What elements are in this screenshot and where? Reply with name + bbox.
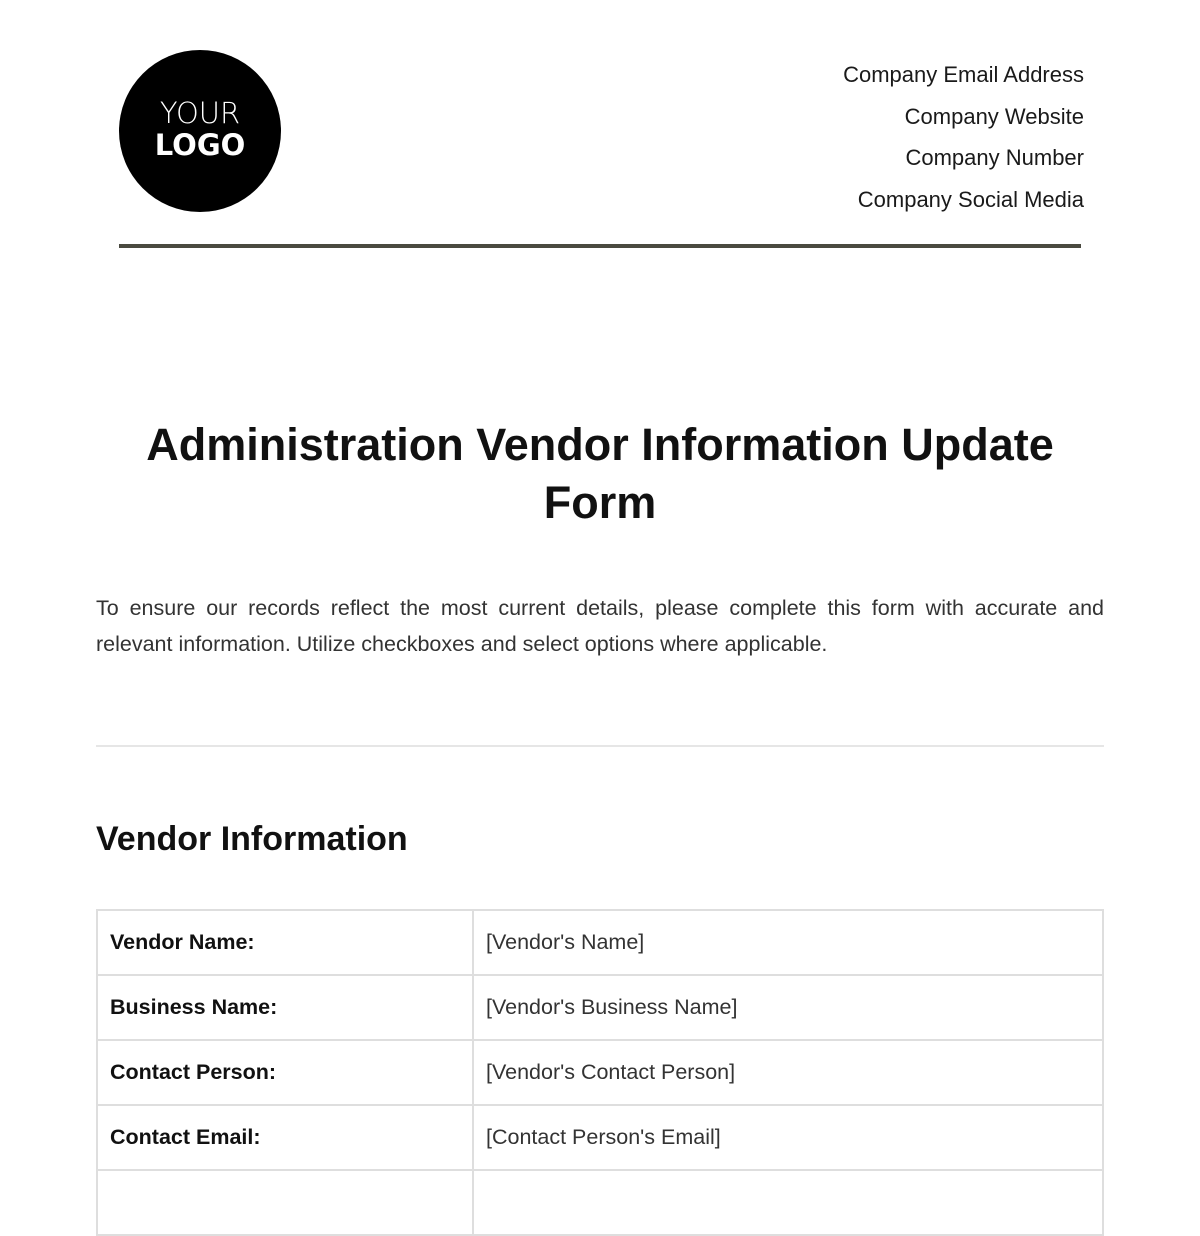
table-row [97, 1040, 1103, 1105]
table-row [97, 910, 1103, 975]
field-label [97, 1170, 473, 1235]
company-website: Company Website [904, 103, 1084, 129]
table-row [97, 975, 1103, 1040]
intro-paragraph: To ensure our records reflect the most current details, please complete this form with accurate and relevant information. Utilize checkboxes and select options where applicable. [96, 596, 1104, 656]
header-divider [119, 244, 1081, 248]
logo-text-bottom: LOGO [154, 128, 246, 162]
logo-text-top: YOUR [159, 96, 241, 130]
table-row [97, 1105, 1103, 1170]
table-row [97, 1170, 1103, 1235]
field-label: Contact Email: [97, 1105, 473, 1170]
business-name-field[interactable]: [Vendor's Business Name] [473, 975, 1103, 1040]
section-title-vendor-information: Vendor Information [96, 820, 408, 858]
field-label: Contact Person: [97, 1040, 473, 1105]
vendor-information-table [96, 909, 1104, 1236]
field-label: Business Name: [97, 975, 473, 1040]
contact-email-field[interactable]: [Contact Person's Email] [473, 1105, 1103, 1170]
company-number: Company Number [905, 145, 1084, 170]
vendor-name-field[interactable]: [Vendor's Name] [473, 910, 1103, 975]
field-label: Vendor Name: [97, 910, 473, 975]
company-email: Company Email Address [843, 62, 1084, 87]
document-title: Administration Vendor Information Update Form [146, 419, 1054, 528]
section-divider [96, 745, 1104, 747]
contact-person-field[interactable]: [Vendor's Contact Person] [473, 1040, 1103, 1105]
company-logo [119, 50, 281, 212]
company-social-media: Company Social Media [857, 186, 1084, 212]
field-value[interactable] [473, 1170, 1103, 1235]
company-contact-block [843, 54, 1084, 220]
